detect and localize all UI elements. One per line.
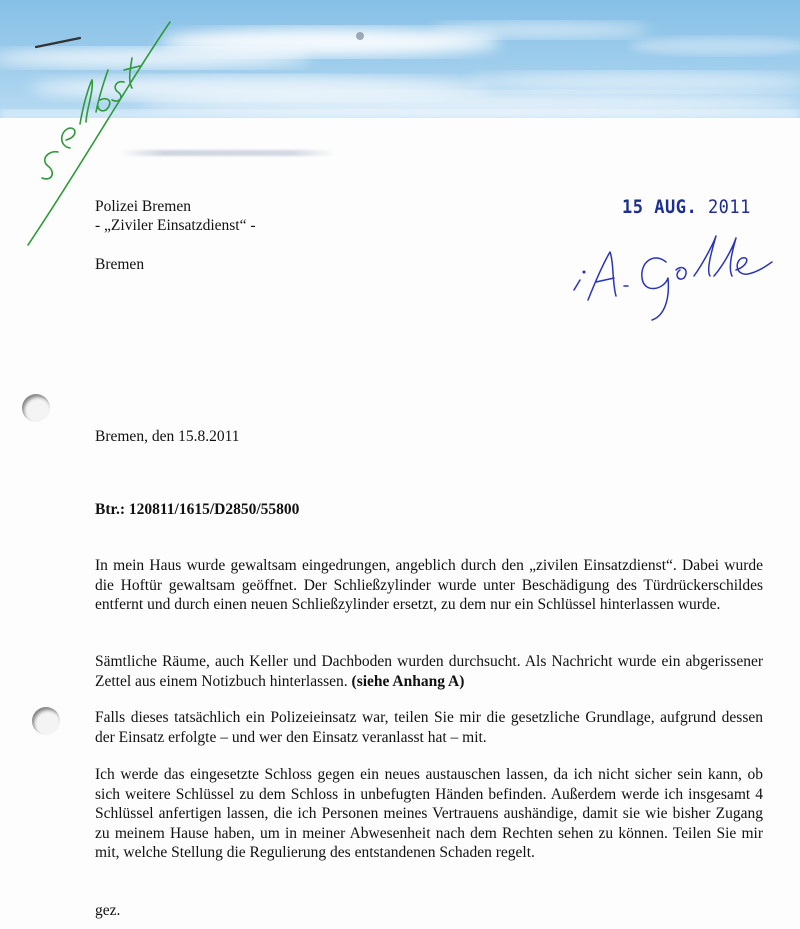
recipient-name: Polizei Bremen bbox=[95, 198, 191, 215]
recipient-department: - „Ziviler Einsatzdienst“ - bbox=[95, 217, 256, 234]
body-paragraph-3: Falls dieses tatsächlich ein Polizeieinsatz war, teilen Sie mir die gesetzliche Grundlage, aufgrund dessen der Einsatz erfolgte – und wer den Einsatz veranlasst hat – mit. bbox=[95, 709, 763, 746]
recipient-city: Bremen bbox=[95, 256, 145, 273]
paragraph-2-text: Sämtliche Räume, auch Keller und Dachboden wurden durchsucht. Als Nachricht wurde ein abgerissener Zettel aus einem Notizbuch hinterlassen. bbox=[95, 653, 763, 690]
stamp-year: 2011 bbox=[707, 196, 751, 219]
body-paragraph-1: In mein Haus wurde gewaltsam eingedrungen, angeblich durch den „zivilen Einsatzdienst“. Dabei wurde die Hoftür gewaltsam geöffnet. Der Schließzylinder wurde unter Beschädigung des Türdrückerschildes entfernt und durch einen neuen Schließzylinder ersetzt, zu dem nur ein Schlüssel hinterlassen wurde. bbox=[95, 557, 763, 613]
reference-number: Btr.: 120811/1615/D2850/55800 bbox=[95, 501, 300, 518]
attachment-reference: (siehe Anhang A) bbox=[351, 672, 465, 690]
closing-gez: gez. bbox=[95, 902, 121, 919]
stamp-day: 15 bbox=[622, 196, 644, 219]
stamp-month: AUG. bbox=[654, 196, 698, 219]
date-line: Bremen, den 15.8.2011 bbox=[95, 428, 240, 445]
signature-ia-golle bbox=[574, 236, 772, 320]
body-paragraph-4: Ich werde das eingesetzte Schloss gegen ein neues austauschen lassen, da ich nicht sicher sein kann, ob sich weitere Schlüssel zu dem Schloss in unbefugten Händen befinden. Außerdem werde ich insgesamt 4 Schlüssel anfertigen lassen, die ich Personen meines Vertrauens aushändige, damit sie wie bisher Zugang zu meinem Hause haben, um in meiner Abwesenheit nach dem Rechten sehen zu können. Teilen Sie mir mit, welche Stellung die Regulierung des entstandenen Schaden regelt. bbox=[95, 766, 763, 861]
handwritten-note-selbst bbox=[28, 22, 170, 245]
